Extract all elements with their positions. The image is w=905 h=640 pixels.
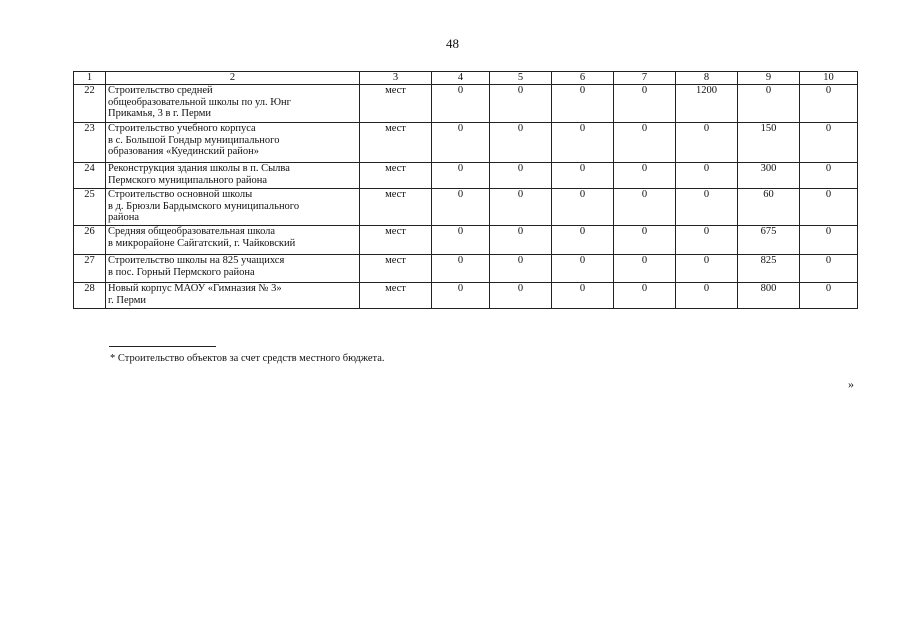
value-cell: 0 bbox=[676, 163, 738, 189]
value-cell: 0 bbox=[800, 226, 858, 255]
value-cell: 825 bbox=[738, 255, 800, 283]
unit-cell: мест bbox=[360, 189, 432, 226]
value-cell: 1200 bbox=[676, 85, 738, 123]
table-row bbox=[74, 163, 858, 189]
value-cell: 675 bbox=[738, 226, 800, 255]
value-cell: 0 bbox=[432, 255, 490, 283]
object-name-line: в с. Большой Гондыр муниципального bbox=[108, 134, 280, 146]
value-cell: 800 bbox=[738, 283, 800, 309]
value-cell: 0 bbox=[614, 123, 676, 163]
value-cell: 0 bbox=[800, 85, 858, 123]
object-name-line: Пермского муниципального района bbox=[108, 174, 267, 186]
value-cell: 0 bbox=[490, 123, 552, 163]
table-row bbox=[74, 189, 858, 226]
column-header: 7 bbox=[614, 72, 676, 85]
row-number-cell: 27 bbox=[74, 255, 106, 283]
object-name-cell bbox=[106, 226, 360, 255]
table-row bbox=[74, 85, 858, 123]
footnote: * Строительство объектов за счет средств местного бюджета. bbox=[110, 353, 385, 364]
row-number-cell: 22 bbox=[74, 85, 106, 123]
column-header: 3 bbox=[360, 72, 432, 85]
value-cell: 0 bbox=[552, 85, 614, 123]
value-cell: 0 bbox=[490, 255, 552, 283]
object-name-cell bbox=[106, 255, 360, 283]
column-header: 4 bbox=[432, 72, 490, 85]
value-cell: 0 bbox=[614, 283, 676, 309]
object-name-line: Строительство средней bbox=[108, 85, 213, 96]
value-cell: 0 bbox=[800, 255, 858, 283]
unit-cell: мест bbox=[360, 283, 432, 309]
object-name-line: образования «Куединский район» bbox=[108, 146, 259, 157]
unit-cell: мест bbox=[360, 85, 432, 123]
table-row bbox=[74, 283, 858, 309]
value-cell: 0 bbox=[676, 189, 738, 226]
object-name-line: г. Перми bbox=[108, 294, 146, 306]
closing-quote-mark: » bbox=[848, 377, 854, 391]
object-name-line: Новый корпус МАОУ «Гимназия № 3» bbox=[108, 283, 282, 294]
value-cell: 0 bbox=[490, 189, 552, 226]
column-header: 10 bbox=[800, 72, 858, 85]
value-cell: 300 bbox=[738, 163, 800, 189]
object-name-cell bbox=[106, 163, 360, 189]
value-cell: 0 bbox=[490, 85, 552, 123]
table-row bbox=[74, 255, 858, 283]
value-cell: 0 bbox=[614, 255, 676, 283]
value-cell: 0 bbox=[490, 283, 552, 309]
column-header: 1 bbox=[74, 72, 106, 85]
value-cell: 0 bbox=[614, 163, 676, 189]
unit-cell: мест bbox=[360, 255, 432, 283]
column-header: 8 bbox=[676, 72, 738, 85]
object-name-cell bbox=[106, 123, 360, 163]
value-cell: 0 bbox=[432, 189, 490, 226]
object-name-line: Строительство школы на 825 учащихся bbox=[108, 255, 285, 266]
object-name-line: общеобразовательной школы по ул. Юнг bbox=[108, 96, 291, 108]
value-cell: 0 bbox=[432, 123, 490, 163]
value-cell: 150 bbox=[738, 123, 800, 163]
value-cell: 0 bbox=[552, 255, 614, 283]
value-cell: 0 bbox=[552, 123, 614, 163]
value-cell: 0 bbox=[432, 85, 490, 123]
value-cell: 0 bbox=[800, 189, 858, 226]
unit-cell: мест bbox=[360, 123, 432, 163]
value-cell: 0 bbox=[552, 163, 614, 189]
value-cell: 0 bbox=[676, 255, 738, 283]
value-cell: 0 bbox=[552, 283, 614, 309]
value-cell: 0 bbox=[432, 163, 490, 189]
table-row bbox=[74, 123, 858, 163]
value-cell: 0 bbox=[432, 226, 490, 255]
value-cell: 0 bbox=[676, 123, 738, 163]
value-cell: 60 bbox=[738, 189, 800, 226]
value-cell: 0 bbox=[800, 283, 858, 309]
value-cell: 0 bbox=[800, 123, 858, 163]
table-row bbox=[74, 226, 858, 255]
object-name-cell bbox=[106, 283, 360, 309]
unit-cell: мест bbox=[360, 226, 432, 255]
column-header: 6 bbox=[552, 72, 614, 85]
column-header: 2 bbox=[106, 72, 360, 85]
footnote-divider bbox=[109, 346, 216, 347]
column-header: 5 bbox=[490, 72, 552, 85]
value-cell: 0 bbox=[676, 283, 738, 309]
value-cell: 0 bbox=[552, 226, 614, 255]
row-number-cell: 23 bbox=[74, 123, 106, 163]
value-cell: 0 bbox=[552, 189, 614, 226]
page-number: 48 bbox=[446, 36, 459, 51]
object-name-line: Строительство основной школы bbox=[108, 189, 253, 200]
table-header-row bbox=[74, 72, 858, 85]
column-header: 9 bbox=[738, 72, 800, 85]
value-cell: 0 bbox=[490, 163, 552, 189]
object-name-line: в микрорайоне Сайгатский, г. Чайковский bbox=[108, 237, 296, 249]
row-number-cell: 26 bbox=[74, 226, 106, 255]
row-number-cell: 25 bbox=[74, 189, 106, 226]
value-cell: 0 bbox=[614, 85, 676, 123]
data-table bbox=[73, 71, 858, 309]
value-cell: 0 bbox=[432, 283, 490, 309]
object-name-line: Строительство учебного корпуса bbox=[108, 123, 256, 134]
object-name-line: в пос. Горный Пермского района bbox=[108, 266, 255, 278]
object-name-line: в д. Брюзли Бардымского муниципального bbox=[108, 200, 300, 212]
value-cell: 0 bbox=[676, 226, 738, 255]
row-number-cell: 24 bbox=[74, 163, 106, 189]
object-name-line: района bbox=[108, 212, 140, 223]
object-name-line: Средняя общеобразовательная школа bbox=[108, 226, 276, 237]
object-name-cell bbox=[106, 85, 360, 123]
value-cell: 0 bbox=[614, 189, 676, 226]
row-number-cell: 28 bbox=[74, 283, 106, 309]
value-cell: 0 bbox=[800, 163, 858, 189]
value-cell: 0 bbox=[490, 226, 552, 255]
unit-cell: мест bbox=[360, 163, 432, 189]
object-name-line: Реконструкция здания школы в п. Сылва bbox=[108, 163, 290, 174]
value-cell: 0 bbox=[614, 226, 676, 255]
object-name-line: Прикамья, 3 в г. Перми bbox=[108, 108, 211, 119]
object-name-cell bbox=[106, 189, 360, 226]
value-cell: 0 bbox=[738, 85, 800, 123]
